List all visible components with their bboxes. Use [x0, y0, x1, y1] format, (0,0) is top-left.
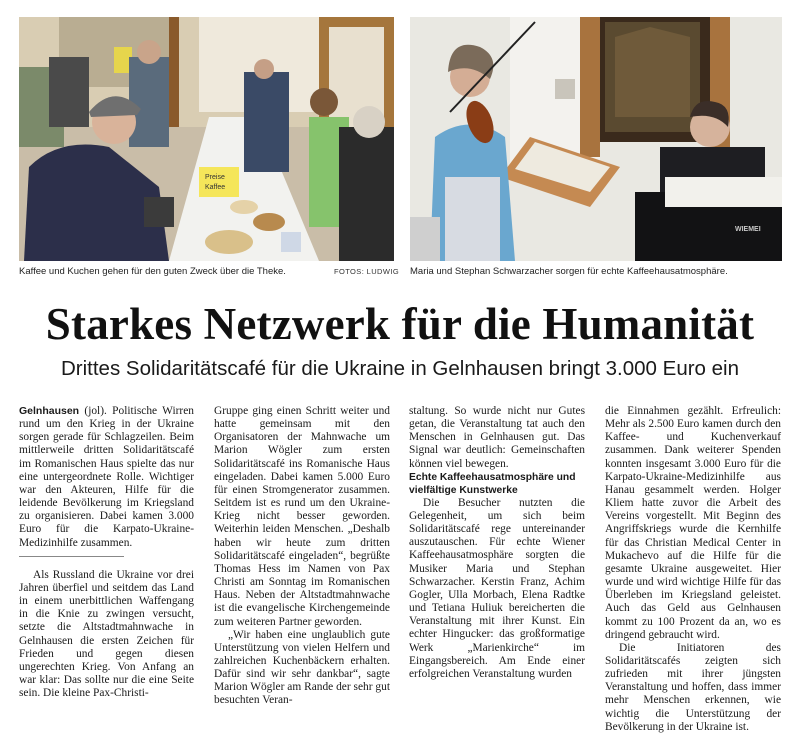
article-subheadline: Drittes Solidaritätscafé für die Ukraine in Gelnhausen bringt 3.000 Euro ein [60, 357, 739, 380]
col2-paragraph-2: „Wir haben eine unglaublich gute Unterstützung von vielen Helfern und zahlreichen Kuchenbäckern erhalten. Dafür sind wir sehr dankbar“, sagte Marion Wögler am Rande der sehr gut besuchten Veran- [214, 628, 390, 707]
article-dateline: Gelnhausen [19, 405, 80, 417]
col1-paragraph-1: (jol). Politische Wirren rund um den Krieg in der Ukraine sorgen gerade für Schlagzeilen. Beim mittlerweile dritten Solidaritätscafé im Romanischen Haus spielte das nur eine untergeordnete Rolle. Wichtiger war den Akteuren, Hilfe für die leidende Bevölkerung im Kriegsland zu organisieren. Dabei kamen 3.000 Euro für die Karpato-Ukraine-Medizinhilfe zusammen. [19, 405, 194, 549]
col4-paragraph-2: Die Initiatoren des Solidaritätscafés zeigten sich zufrieden mit ihrer jüngsten Veranstaltung und hoffen, dass immer mehr Menschen erkennen, wie wichtig die Unterstützung der Bevölkerung in der Ukraine ist. [605, 641, 781, 733]
article-headline: Starkes Netzwerk für die Humanität [45, 299, 755, 349]
article-column-2 [214, 405, 390, 708]
price-sign-text: Preise [205, 174, 225, 181]
article-column-3 [409, 405, 585, 681]
photo-credit: FOTOS: LUDWIG [334, 267, 400, 276]
col3-paragraph-1: staltung. So wurde nicht nur Gutes getan, die Veranstaltung tat auch den Menschen in Gelnhausen gut. Das Signal war deutlich: Gemeinschaften können viel bewegen. [409, 405, 585, 470]
article-column-4 [605, 405, 781, 734]
column-divider [19, 556, 124, 557]
piano-brand-text: WIEMEI [735, 226, 761, 233]
photo-right-caption: Maria und Stephan Schwarzacher sorgen für echte Kaffeehausatmosphäre. [410, 266, 728, 277]
col4-paragraph-1: die Einnahmen gezählt. Erfreulich: Mehr als 2.500 Euro kamen durch den Kaffee- und Kuchenverkauf zusammen. Dank weiterer Spenden konnten insgesamt 3.000 Euro für die Karpato-Ukraine-Medizinhilfe aus Hanau gesammelt werden. Holger Kliem hatte zuvor die Arbeit des Vereins vorgestellt. Mit Beginn des Angriffskriegs wurde die Kernhilfe für das Christian Medical Center in Mukachevo auf die Hilfe für die gesamte Ukraine ausgeweitet. Hier wurde und wird wichtige Hilfe für das Überleben im Kriegsland geleistet. Auch das Geld aus Gelnhausen kommt zu 100 Prozent da an, wo es dringend gebraucht wird. [605, 405, 781, 641]
photo-musicians [410, 17, 782, 261]
price-sign [199, 167, 239, 197]
col2-paragraph-1: Gruppe ging einen Schritt weiter und hatte gemeinsam mit den Organisatoren der Mahnwache um Marion Wögler zum ersten Solidaritätscafé ins Romanische Haus eingeladen. Dabei kamen 5.000 Euro für einen Stromgenerator zusammen. Seitdem ist es rund um den Ukraine-Krieg nicht besser geworden. Weiterhin leiden Menschen. „Deshalb haben wir heute zum dritten Solidaritätscafé eingeladen“, begrüßte Thomas Hess im Namen von Pax Christi am Sonntag im Romanischen Haus. Neben der Altstadtmahnwache ist die evangelische Kirchengemeinde zum weiteren Partner geworden. [214, 405, 390, 628]
price-sign-text-2: Kaffee [205, 184, 226, 191]
photo-cafe-counter [19, 17, 394, 261]
col3-paragraph-2: Die Besucher nutzten die Gelegenheit, um sich beim Solidaritätscafé rege untereinander auszutauschen. Für echte Wiener Kaffeehausatmosphäre sorgten die Musiker Maria und Stephan Schwarzacher. Kerstin Franz, Achim Gogler, Ulla Morbach, Elena Radtke und Tetiana Huliuk bereicherten die Veranstaltung mit ihrer Kunst. Ein echter Hingucker: das großformatige Werk „Marienkirche“ im Eingangsbereich. Am Ende einer erfolgreichen Veranstaltung wurden [409, 496, 585, 680]
photo-left-caption: Kaffee und Kuchen gehen für den guten Zweck über die Theke. [19, 266, 286, 277]
col3-subheading: Echte Kaffeehausatmosphäre und vielfältige Kunstwerke [409, 471, 576, 496]
col1-paragraph-2: Als Russland die Ukraine vor drei Jahren überfiel und seitdem das Land in einem unerbittlichen Waffengang in die Knie zu zwingen versucht, setzte die Altstadtmahnwache in Gelnhausen die ersten Zeichen für Frieden und gegen diesen ungerechten Krieg. Von Anfang an war klar: Das sollte nur die eine Seite sein. Die kleine Pax-Christi- [19, 568, 194, 700]
article-column-1 [19, 405, 194, 700]
